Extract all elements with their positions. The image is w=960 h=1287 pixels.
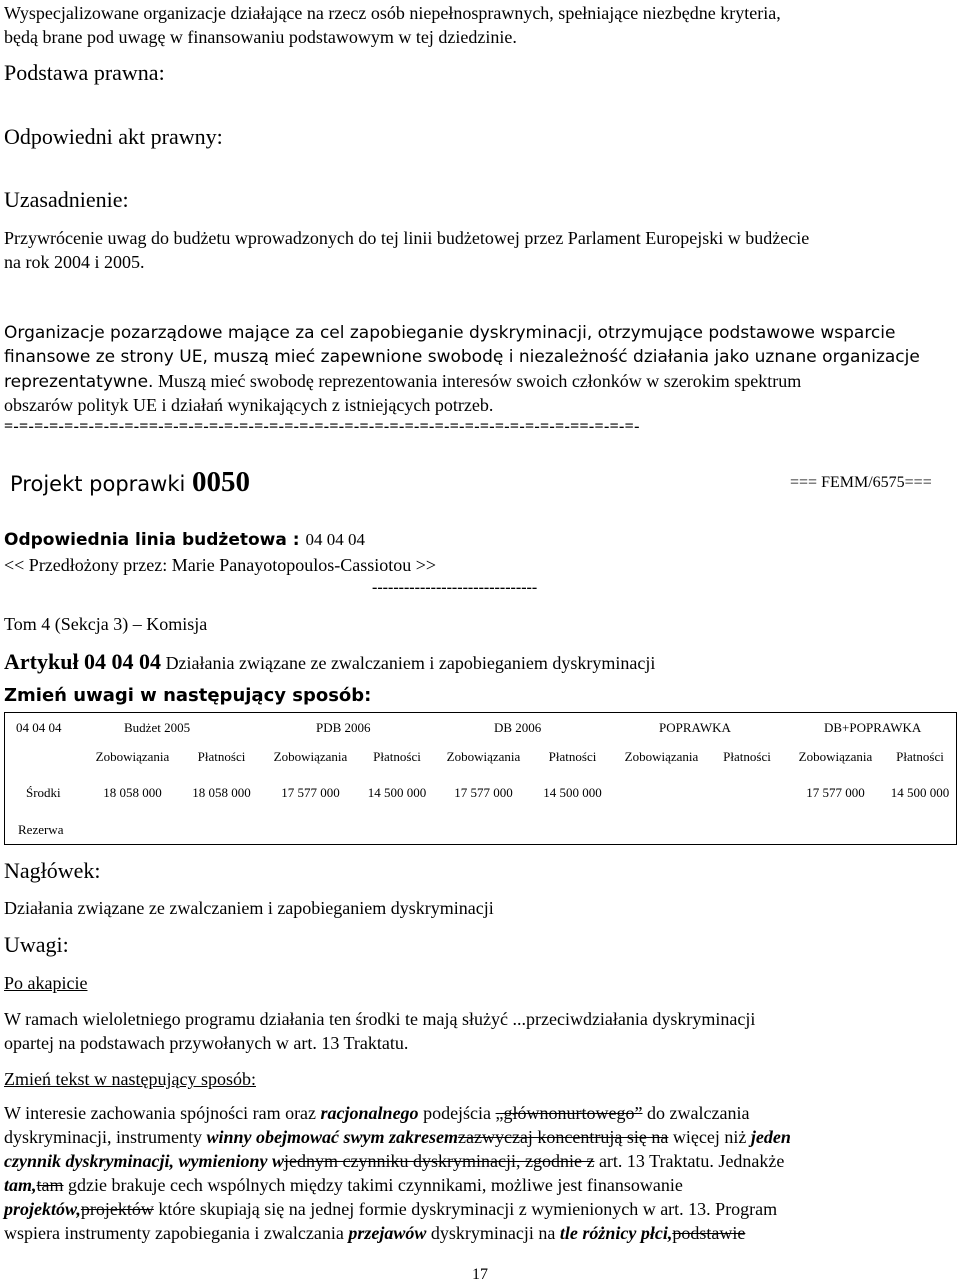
text-run-deleted: projektów bbox=[80, 1199, 154, 1219]
budget-line-value: 04 04 04 bbox=[305, 530, 365, 549]
separator-line: =-=-=-=-=-=-=-=-=-==-=-=-=-=-=-=-=-=-=-=-=-=-=-=-=-=-=-=-=-=-=-=-=-=-=-=-=-==-=-=-=- bbox=[4, 418, 640, 435]
dash-line: ------------------------------- bbox=[372, 579, 538, 596]
justification-p2-line-4: obszarów polityk UE i działań wynikających z istniejących potrzeb. bbox=[4, 395, 494, 415]
table-sub-empty bbox=[4, 744, 88, 770]
volume-dash: – bbox=[132, 614, 142, 634]
volume-label: Tom 4 (Sekcja 3) bbox=[4, 614, 133, 634]
budget-line bbox=[4, 530, 365, 550]
table-sub-header: Zobowiązania bbox=[446, 749, 521, 764]
amendment-title bbox=[10, 466, 250, 499]
text-run: podejścia bbox=[418, 1103, 496, 1123]
remarks-p2-line-4 bbox=[4, 1173, 683, 1197]
text-run-inserted: tle różnicy płci, bbox=[559, 1223, 673, 1243]
remarks-p1-c: przeciwdziałania dyskryminacji bbox=[525, 1009, 756, 1029]
budget-line-label: Odpowiednia linia budżetowa : bbox=[4, 530, 306, 550]
text-run-inserted: czynnik dyskryminacji, wymieniony w bbox=[4, 1151, 285, 1171]
heading-label: Nagłówek: bbox=[4, 858, 101, 883]
table-group-poprawka: POPRAWKA bbox=[659, 720, 731, 735]
table-cell: 14 500 000 bbox=[890, 785, 950, 800]
table-cell: 17 577 000 bbox=[806, 785, 865, 800]
remarks-label: Uwagi: bbox=[4, 932, 69, 957]
table-sub-header: Zobowiązania bbox=[95, 749, 170, 764]
text-run: wspiera instrumenty zapobiegania i zwalczania bbox=[4, 1223, 349, 1243]
modify-remarks-label: Zmień uwagi w następujący sposób: bbox=[4, 685, 372, 706]
justification-p1-line-1: Przywrócenie uwag do budżetu wprowadzonych do tej linii budżetowej przez Parlament Europejski w budżecie bbox=[4, 228, 810, 248]
text-run: art. 13 Traktatu. Jednakże bbox=[594, 1151, 785, 1171]
legal-act-heading: Odpowiedni akt prawny: bbox=[4, 124, 223, 149]
table-sub-header: Zobowiązania bbox=[273, 749, 348, 764]
remarks-p2-line-5 bbox=[4, 1197, 777, 1221]
remarks-p1-line-2: opartej na podstawach przywołanych w art. 13 Traktatu. bbox=[4, 1033, 409, 1053]
text-run: które skupiają się na jednej formie dyskryminacji z wymienionych w art. 13. Program bbox=[153, 1199, 778, 1219]
justification-p1-line-2: na rok 2004 i 2005. bbox=[4, 252, 145, 272]
amendment-title-label: Projekt poprawki bbox=[10, 472, 192, 496]
table-group-budget-2005: Budżet 2005 bbox=[124, 720, 191, 735]
remarks-p2-line-3 bbox=[4, 1149, 784, 1173]
article-line bbox=[4, 649, 655, 675]
justification-p2-line-3-a: reprezentatywne. bbox=[4, 372, 154, 392]
legal-basis-heading: Podstawa prawna: bbox=[4, 60, 165, 85]
text-run: dyskryminacji, instrumenty bbox=[4, 1127, 207, 1147]
text-run: W interesie zachowania spójności ram oraz bbox=[4, 1103, 321, 1123]
text-run-deleted: „głównonurtowego” bbox=[495, 1103, 643, 1123]
table-cell bbox=[617, 770, 706, 816]
text-run-inserted: winny obejmować swym zakresem bbox=[206, 1127, 458, 1147]
table-empty-row bbox=[88, 816, 957, 844]
article-label: Artykuł 04 04 04 bbox=[4, 649, 162, 674]
text-run: do zwalczania bbox=[642, 1103, 750, 1123]
remarks-p2-line-2 bbox=[4, 1125, 791, 1149]
text-run: więcej niż bbox=[668, 1127, 751, 1147]
amendment-reference: === FEMM/6575=== bbox=[790, 474, 932, 491]
table-sub-header: Płatności bbox=[723, 749, 771, 764]
remarks-p1-ellipsis: ... bbox=[512, 1009, 526, 1029]
text-run-inserted: przejawów bbox=[348, 1223, 427, 1243]
amendment-number: 0050 bbox=[192, 466, 250, 498]
justification-p2-line-2: finansowe ze strony UE, muszą mieć zapewnione swobodę i niezależność działania jako uznane organizacje bbox=[4, 347, 920, 367]
remarks-p1-line-1 bbox=[4, 1007, 755, 1031]
text-run-inserted: racjonalnego bbox=[320, 1103, 419, 1123]
intro-line-2: będą brane pod uwagę w finansowaniu podstawowym w tej dziedzinie. bbox=[4, 27, 517, 47]
table-cell: 18 058 000 bbox=[103, 785, 162, 800]
article-title: Działania związane ze zwalczaniem i zapobieganiem dyskryminacji bbox=[161, 653, 656, 673]
text-run: gdzie brakuje cech wspólnych między takimi czynnikami, możliwe jest finansowanie bbox=[63, 1175, 683, 1195]
table-sub-header: Płatności bbox=[896, 749, 944, 764]
table-cell: 14 500 000 bbox=[367, 785, 427, 800]
table-sub-header: Płatności bbox=[548, 749, 597, 764]
table-cell bbox=[706, 770, 788, 816]
table-cell: 14 500 000 bbox=[543, 785, 602, 800]
table-cell: 17 577 000 bbox=[281, 785, 340, 800]
table-group-db-2006: DB 2006 bbox=[494, 720, 542, 735]
table-cell: 17 577 000 bbox=[454, 785, 513, 800]
after-paragraph-label: Po akapicie bbox=[4, 973, 88, 993]
page-number: 17 bbox=[472, 1266, 488, 1283]
justification-p2-line-3-b: Muszą mieć swobodę reprezentowania interesów swoich członków w szerokim spektrum bbox=[153, 371, 802, 391]
justification-p2-line-3 bbox=[4, 369, 801, 394]
text-run-deleted: podstawie bbox=[672, 1223, 746, 1243]
justification-heading: Uzasadnienie: bbox=[4, 187, 129, 212]
text-run: dyskryminacji na bbox=[426, 1223, 560, 1243]
table-sub-header: Zobowiązania bbox=[624, 749, 699, 764]
text-run-inserted: tam, bbox=[4, 1175, 37, 1195]
table-row-label-rezerwa: Rezerwa bbox=[18, 822, 64, 837]
text-run-inserted: projektów, bbox=[4, 1199, 81, 1219]
remarks-p1-a: W ramach wieloletniego programu działania ten środki te mają służyć bbox=[4, 1009, 513, 1029]
volume-line bbox=[4, 612, 207, 636]
table-code: 04 04 04 bbox=[16, 720, 62, 735]
change-text-label: Zmień tekst w następujący sposób: bbox=[4, 1069, 256, 1089]
table-sub-header: Płatności bbox=[197, 749, 246, 764]
text-run-inserted: jeden bbox=[750, 1127, 791, 1147]
heading-text: Działania związane ze zwalczaniem i zapobieganiem dyskryminacji bbox=[4, 898, 494, 918]
table-group-db-poprawka: DB+POPRAWKA bbox=[824, 720, 922, 735]
volume-end: Komisja bbox=[141, 614, 208, 634]
text-run-deleted: zazwyczaj koncentrują się na bbox=[457, 1127, 669, 1147]
justification-p2-line-1: Organizacje pozarządowe mające za cel zapobieganie dyskryminacji, otrzymujące podstawowe wsparcie bbox=[4, 323, 896, 343]
table-sub-header: Zobowiązania bbox=[798, 749, 873, 764]
budget-table bbox=[4, 712, 957, 844]
remarks-p2-line-1 bbox=[4, 1101, 749, 1125]
table-cell: 18 058 000 bbox=[192, 785, 251, 800]
tabled-by: << Przedłożony przez: Marie Panayotopoulos-Cassiotou >> bbox=[4, 555, 437, 575]
table-group-pdb-2006: PDB 2006 bbox=[316, 720, 371, 735]
table-sub-header: Płatności bbox=[373, 749, 421, 764]
remarks-p2-line-6 bbox=[4, 1221, 745, 1245]
table-row-label-srodki: Środki bbox=[26, 785, 61, 800]
text-run-deleted: jednym czynniku dyskryminacji, zgodnie z bbox=[284, 1151, 595, 1171]
intro-line-1: Wyspecjalizowane organizacje działające na rzecz osób niepełnosprawnych, spełniające niezbędne kryteria, bbox=[4, 3, 781, 23]
text-run-deleted: tam bbox=[36, 1175, 64, 1195]
